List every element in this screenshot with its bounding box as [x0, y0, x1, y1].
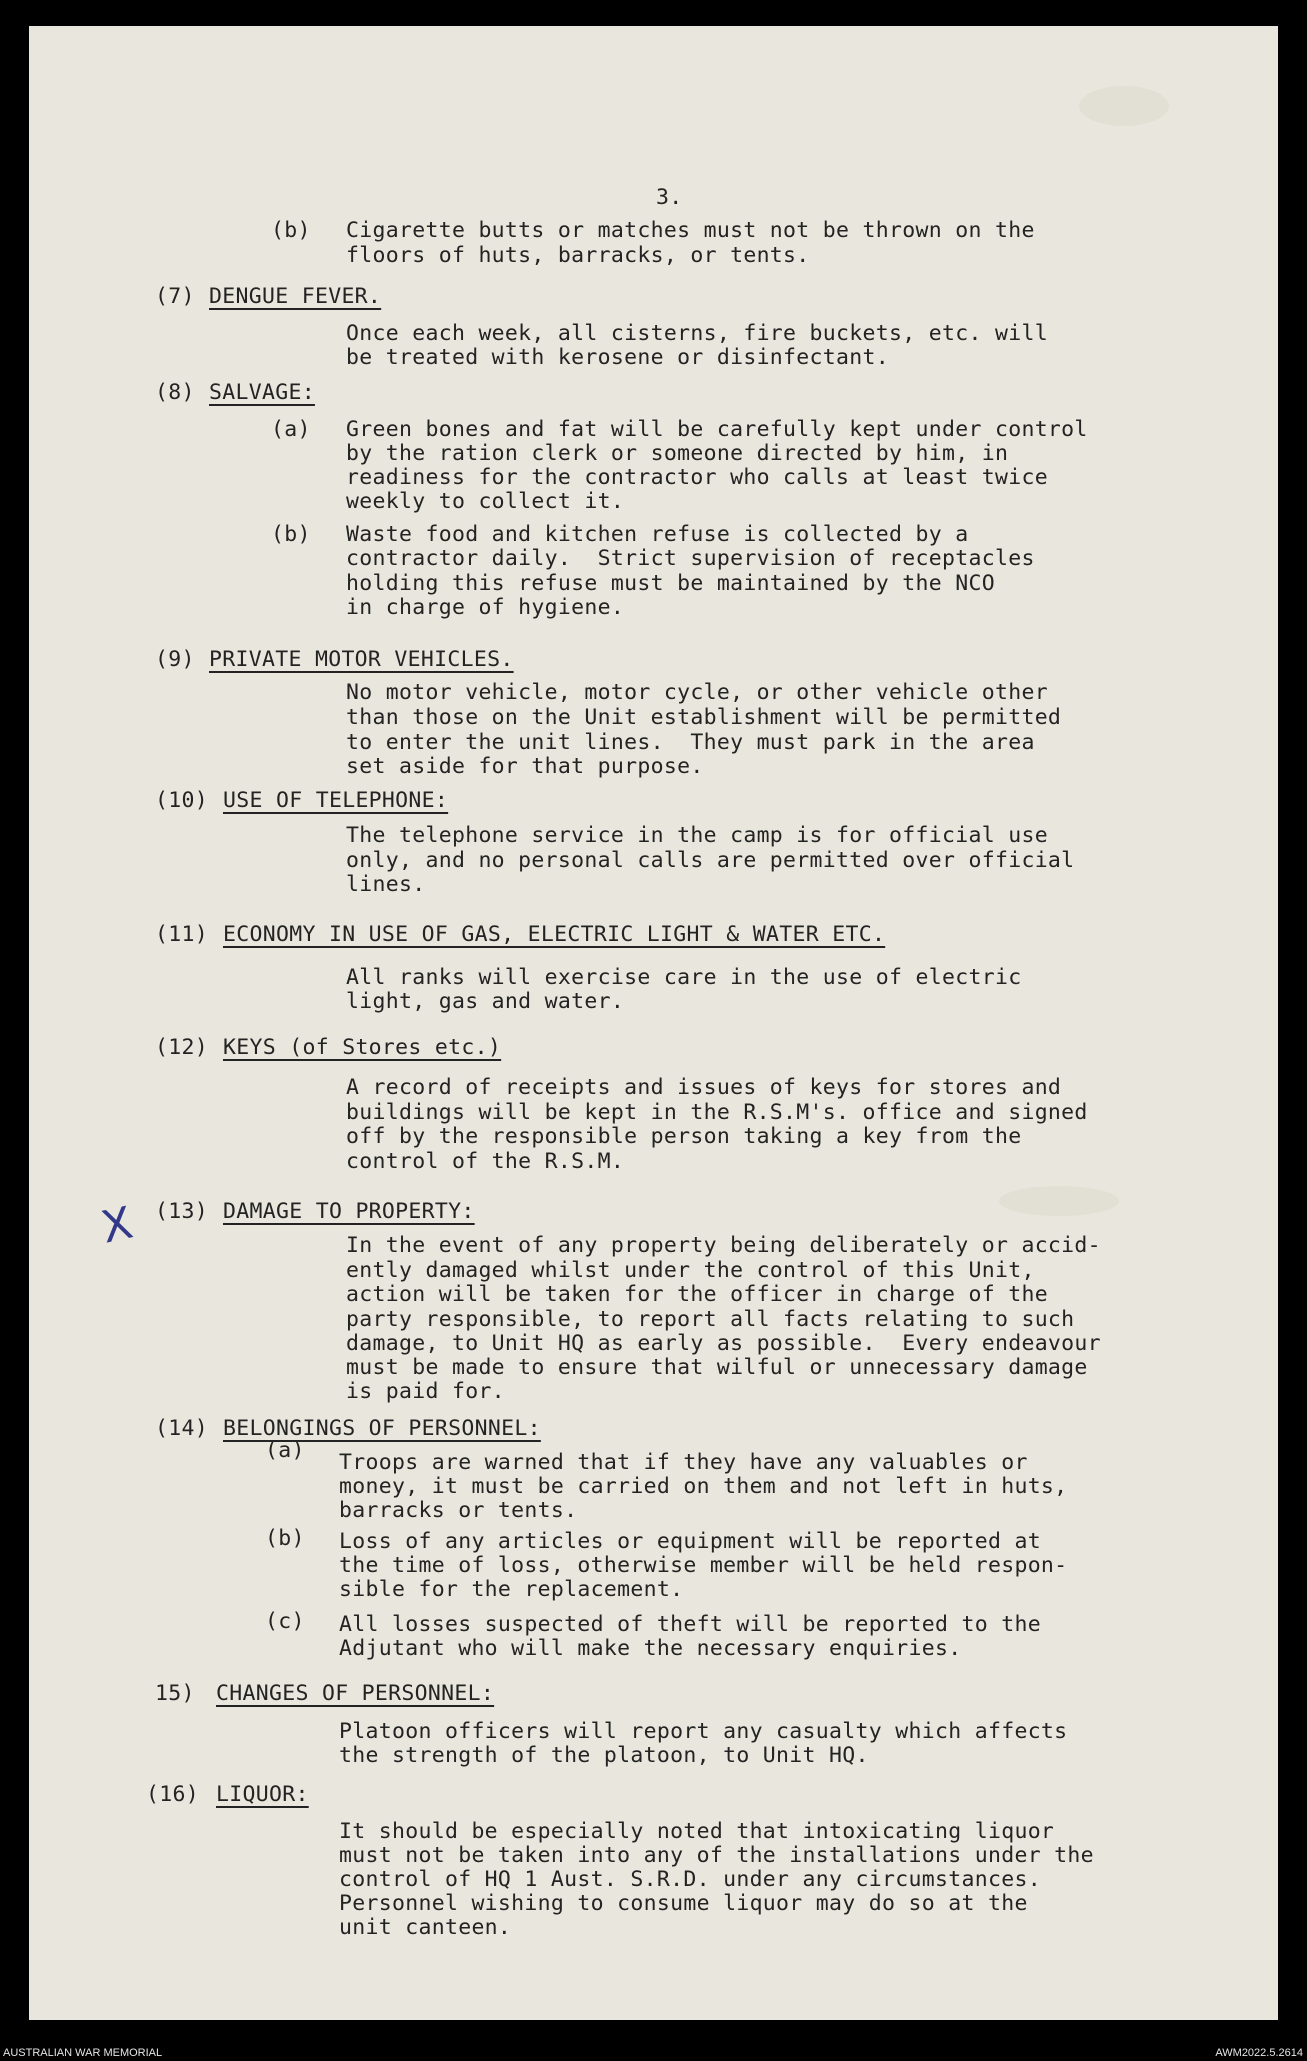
- section-title: LIQUOR:: [216, 1782, 309, 1807]
- body-line: A record of receipts and issues of keys for stores and: [346, 1075, 1062, 1100]
- section-number: 15): [155, 1681, 195, 1706]
- paper-stain: [1079, 86, 1169, 126]
- body-line: must not be taken into any of the installations under the: [339, 1843, 1094, 1868]
- section-number: (16): [146, 1782, 199, 1807]
- item-label: (b): [271, 522, 311, 547]
- document-page: [29, 26, 1278, 2020]
- body-line: Once each week, all cisterns, fire buckets, etc. will: [346, 321, 1048, 346]
- section-number: (10): [155, 788, 208, 813]
- item-line: money, it must be carried on them and not left in huts,: [339, 1474, 1068, 1499]
- body-line: be treated with kerosene or disinfectant.: [346, 345, 890, 370]
- body-line: set aside for that purpose.: [346, 754, 704, 779]
- body-line: All ranks will exercise care in the use of electric: [346, 965, 1022, 990]
- item-line: Troops are warned that if they have any valuables or: [339, 1450, 1028, 1475]
- section-number: (12): [155, 1035, 208, 1060]
- item-line: the time of loss, otherwise member will be held respon-: [339, 1553, 1068, 1578]
- section-number: (11): [155, 922, 208, 947]
- item-line: Cigarette butts or matches must not be thrown on the: [346, 218, 1035, 243]
- item-line: sible for the replacement.: [339, 1577, 684, 1602]
- body-line: ently damaged whilst under the control of this Unit,: [346, 1258, 1035, 1283]
- item-line: in charge of hygiene.: [346, 595, 625, 620]
- section-number: (14): [155, 1416, 208, 1441]
- item-line: holding this refuse must be maintained by the NCO: [346, 571, 995, 596]
- body-line: must be made to ensure that wilful or unnecessary damage: [346, 1355, 1088, 1380]
- body-line: the strength of the platoon, to Unit HQ.: [339, 1743, 869, 1768]
- section-title: ECONOMY IN USE OF GAS, ELECTRIC LIGHT & WATER ETC.: [223, 922, 886, 947]
- body-line: control of HQ 1 Aust. S.R.D. under any circumstances.: [339, 1867, 1041, 1892]
- body-line: In the event of any property being deliberately or accid-: [346, 1233, 1101, 1258]
- section-number: (8): [155, 380, 195, 405]
- body-line: It should be especially noted that intoxicating liquor: [339, 1819, 1055, 1844]
- body-line: No motor vehicle, motor cycle, or other vehicle other: [346, 680, 1048, 705]
- body-line: Personnel wishing to consume liquor may do so at the: [339, 1891, 1028, 1916]
- item-line: barracks or tents.: [339, 1498, 578, 1523]
- item-label: (a): [271, 417, 311, 442]
- item-line: floors of huts, barracks, or tents.: [346, 243, 810, 268]
- item-line: Green bones and fat will be carefully kept under control: [346, 417, 1088, 442]
- footer-left: AUSTRALIAN WAR MEMORIAL: [3, 2047, 163, 2059]
- item-label: (b): [271, 218, 311, 243]
- section-title: USE OF TELEPHONE:: [223, 788, 449, 813]
- body-line: buildings will be kept in the R.S.M's. office and signed: [346, 1100, 1088, 1125]
- body-line: off by the responsible person taking a key from the: [346, 1124, 1022, 1149]
- item-line: Adjutant who will make the necessary enquiries.: [339, 1636, 962, 1661]
- footer-right: AWM2022.5.2614: [1215, 2047, 1303, 2059]
- item-line: weekly to collect it.: [346, 489, 625, 514]
- section-title: PRIVATE MOTOR VEHICLES.: [209, 647, 514, 672]
- item-line: by the ration clerk or someone directed by him, in: [346, 441, 1009, 466]
- body-line: than those on the Unit establishment will be permitted: [346, 705, 1062, 730]
- body-line: lines.: [346, 872, 426, 897]
- body-line: Platoon officers will report any casualty which affects: [339, 1719, 1068, 1744]
- section-number: (13): [155, 1199, 208, 1224]
- section-title: SALVAGE:: [209, 380, 315, 405]
- section-title: BELONGINGS OF PERSONNEL:: [223, 1416, 541, 1441]
- item-line: Waste food and kitchen refuse is collected by a: [346, 522, 969, 547]
- body-line: party responsible, to report all facts relating to such: [346, 1307, 1075, 1332]
- item-label: (a): [265, 1438, 305, 1463]
- section-title: KEYS (of Stores etc.): [223, 1035, 502, 1060]
- body-line: damage, to Unit HQ as early as possible. Every endeavour: [346, 1331, 1101, 1356]
- body-line: light, gas and water.: [346, 989, 625, 1014]
- item-line: readiness for the contractor who calls at least twice: [346, 465, 1048, 490]
- section-title: DAMAGE TO PROPERTY:: [223, 1199, 475, 1224]
- section-title: CHANGES OF PERSONNEL:: [216, 1681, 495, 1706]
- body-line: is paid for.: [346, 1379, 505, 1404]
- section-title: DENGUE FEVER.: [209, 284, 382, 309]
- body-line: to enter the unit lines. They must park in the area: [346, 730, 1035, 755]
- body-line: unit canteen.: [339, 1915, 512, 1940]
- section-number: (7): [155, 284, 195, 309]
- body-line: action will be taken for the officer in charge of the: [346, 1282, 1048, 1307]
- section-number: (9): [155, 647, 195, 672]
- item-label: (b): [265, 1526, 305, 1551]
- handwritten-x-mark: X: [97, 1197, 138, 1254]
- paper-stain: [999, 1186, 1119, 1216]
- body-line: only, and no personal calls are permitted over official: [346, 848, 1075, 873]
- page-number: 3.: [656, 185, 683, 210]
- item-line: contractor daily. Strict supervision of receptacles: [346, 546, 1035, 571]
- item-label: (c): [265, 1609, 305, 1634]
- body-line: The telephone service in the camp is for official use: [346, 823, 1048, 848]
- item-line: Loss of any articles or equipment will be reported at: [339, 1529, 1041, 1554]
- body-line: control of the R.S.M.: [346, 1149, 625, 1174]
- item-line: All losses suspected of theft will be reported to the: [339, 1612, 1041, 1637]
